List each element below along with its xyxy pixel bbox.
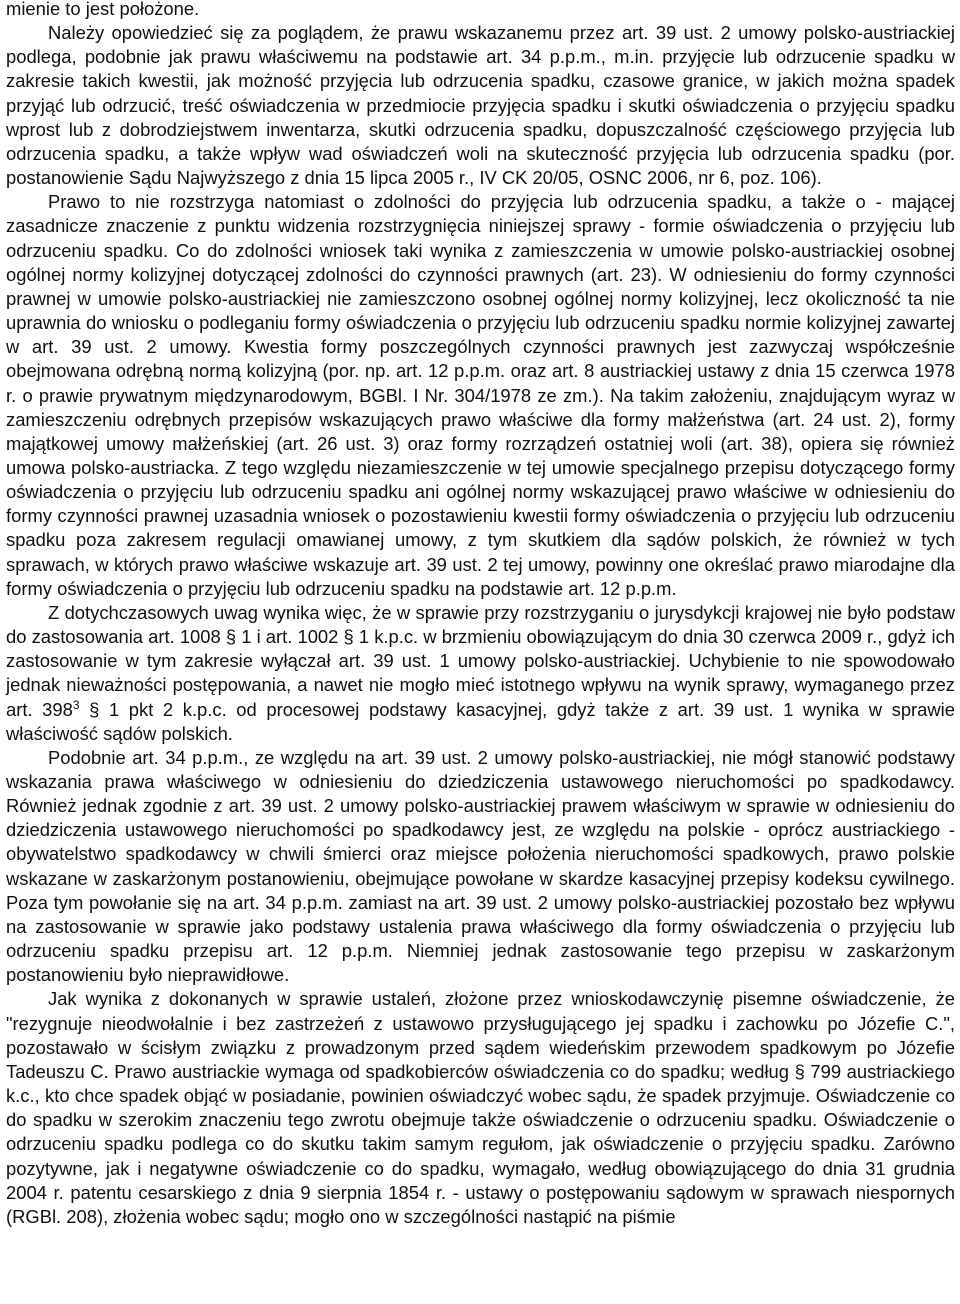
article-superscript: 3 bbox=[72, 697, 80, 712]
paragraph-4-text-before-superscript: Z dotychczasowych uwag wynika więc, że w sprawie przy rozstrzyganiu o jurysdykcji krajowej nie było podstaw do zastosowania art. 1008 § 1 i art. 1002 § 1 k.p.c. w brzmieniu obowiązującym do dnia 30 czerwca 2009 r., gdyż ich zastosowanie w tym zakresie wyłączał art. 39 ust. 1 umowy polsko-austriackiej. Uchybienie to nie spowodowało jednak nieważności postępowania, a nawet nie mogło mieć istotnego wpływu na wynik sprawy, wymaganego przez art. 398 bbox=[6, 601, 955, 720]
paragraph-3: Prawo to nie rozstrzyga natomiast o zdolności do przyjęcia lub odrzucenia spadku, a także o - mającej zasadnicze znaczenie z punktu widzenia rozstrzygnięcia niniejszej sprawy - formie oświadczenia o przyjęciu lub odrzuceniu spadku. Co do zdolności wniosek taki wynika z zamieszczenia w umowie polsko-austriackiej osobnej ogólnej normy kolizyjnej dotyczącej zdolności do czynności prawnych (art. 23). W odniesieniu do formy czynności prawnej w umowie polsko-austriackiej nie zamieszczono osobnej ogólnej normy kolizyjnej, lecz okoliczność ta nie uprawnia do wniosku o podleganiu formy oświadczenia o przyjęciu lub odrzuceniu spadku normie kolizyjnej zawartej w art. 39 ust. 2 umowy. Kwestia formy poszczególnych czynności prawnych jest zazwyczaj współcześnie obejmowana odrębną normą kolizyjną (por. np. art. 12 p.p.m. oraz art. 8 austriackiej ustawy z dnia 15 czerwca 1978 r. o prawie prywatnym międzynarodowym, BGBl. I Nr. 304/1978 ze zm.). Na takim założeniu, znajdującym wyraz w zamieszczeniu odrębnych przepisów wskazujących prawo właściwe dla formy małżeństwa (art. 24 ust. 2), formy majątkowej umowy małżeńskiej (art. 26 ust. 3) oraz formy rozrządzeń ostatniej woli (art. 38), opiera się również umowa polsko-austriacka. Z tego względu niezamieszczenie w tej umowie specjalnego przepisu dotyczącego formy oświadczenia o przyjęciu lub odrzuceniu spadku ani ogólnej normy wskazującej prawo właściwe w odniesieniu do formy czynności prawnej uzasadnia wniosek o pozostawieniu kwestii formy oświadczenia o przyjęciu lub odrzuceniu spadku poza zakresem regulacji omawianej umowy, z tym skutkiem dla sądów polskich, że również w tych sprawach, w których prawo właściwe wskazuje art. 39 ust. 2 tej umowy, powinny one określać prawo miarodajne dla formy oświadczenia o przyjęciu lub odrzuceniu spadku na podstawie art. 12 p.p.m. bbox=[6, 191, 955, 599]
paragraph-6: Jak wynika z dokonanych w sprawie ustaleń, złożone przez wnioskodawczynię pisemne oświadczenie, że "rezygnuje nieodwołalnie i bez zastrzeżeń z ustawowo przysługującego jej spadku i zachowku po Józefie C.", pozostawało w ścisłym związku z prowadzonym przed sądem wiedeńskim przewodem spadkowym po Józefie Tadeuszu C. Prawo austriackie wymaga od spadkobierców oświadczenia co do spadku; według § 799 austriackiego k.c., kto chce spadek objąć w posiadanie, powinien oświadczyć wobec sądu, że spadek przyjmuje. Oświadczenie co do spadku w szerokim znaczeniu tego zwrotu obejmuje także oświadczenie o odrzuceniu spadku. Oświadczenie o odrzuceniu spadku podlega co do skutku takim samym regułom, jak oświadczenie o przyjęciu spadku. Zarówno pozytywne, jak i negatywne oświadczenie co do spadku, wymagało, według obowiązującego do dnia 31 grudnia 2004 r. patentu cesarskiego z dnia 9 sierpnia 1854 r. - ustawy o postępowaniu sądowym w sprawach niespornych (RGBl. 208), złożenia wobec sądu; mogło ono w szczególności nastąpić na piśmie bbox=[6, 988, 955, 1227]
paragraph-1: mienie to jest położone. bbox=[6, 0, 200, 19]
paragraph-5: Podobnie art. 34 p.p.m., ze względu na art. 39 ust. 2 umowy polsko-austriackiej, nie mógł stanowić podstawy wskazania prawa właściwego w odniesieniu do dziedziczenia ustawowego nieruchomości po spadkodawcy. Również jednak zgodnie z art. 39 ust. 2 umowy polsko-austriackiej prawem właściwym w sprawie w odniesieniu do dziedziczenia ustawowego nieruchomości po spadkodawcy jest, ze względu na polskie - oprócz austriackiego - obywatelstwo spadkodawcy w chwili śmierci oraz miejsce położenia nieruchomości spadkowych, prawo polskie wskazane w zaskarżonym postanowieniu, obejmujące powołane w skardze kasacyjnej przepisy kodeksu cywilnego. Poza tym powołanie się na art. 34 p.p.m. zamiast na art. 39 ust. 2 umowy polsko-austriackiej pozostało bez wpływu na zastosowanie w sprawie jako podstawy ustalenia prawa właściwego dla formy oświadczenia o przyjęciu lub odrzuceniu spadku przepisu art. 12 p.p.m. Niemniej jednak zastosowanie tego przepisu w zaskarżonym postanowieniu było nieprawidłowe. bbox=[6, 746, 955, 986]
paragraph-4-text-after-superscript: § 1 pkt 2 k.p.c. od procesowej podstawy kasacyjnej, gdyż także z art. 39 ust. 1 wynika w sprawie właściwość sądów polskich. bbox=[6, 698, 955, 744]
paragraph-4 bbox=[0, 601, 960, 746]
paragraph-2: Należy opowiedzieć się za poglądem, że prawu wskazanemu przez art. 39 ust. 2 umowy polsko-austriackiej podlega, podobnie jak prawu właściwemu na podstawie art. 34 p.p.m., m.in. przyjęcie lub odrzucenie spadku w zakresie takich kwestii, jak możność przyjęcia lub odrzucenia spadku, czasowe granice, w jakich można spadek przyjąć lub odrzucić, treść oświadczenia w przedmiocie przyjęcia spadku i skutki oświadczenia o przyjęciu spadku wprost lub z dobrodziejstwem inwentarza, skutki odrzucenia spadku, dopuszczalność częściowego przyjęcia lub odrzucenia spadku, a także wpływ wad oświadczeń woli na skuteczność przyjęcia lub odrzucenia spadku (por. postanowienie Sądu Najwyższego z dnia 15 lipca 2005 r., IV CK 20/05, OSNC 2006, nr 6, poz. 106). bbox=[6, 22, 955, 189]
